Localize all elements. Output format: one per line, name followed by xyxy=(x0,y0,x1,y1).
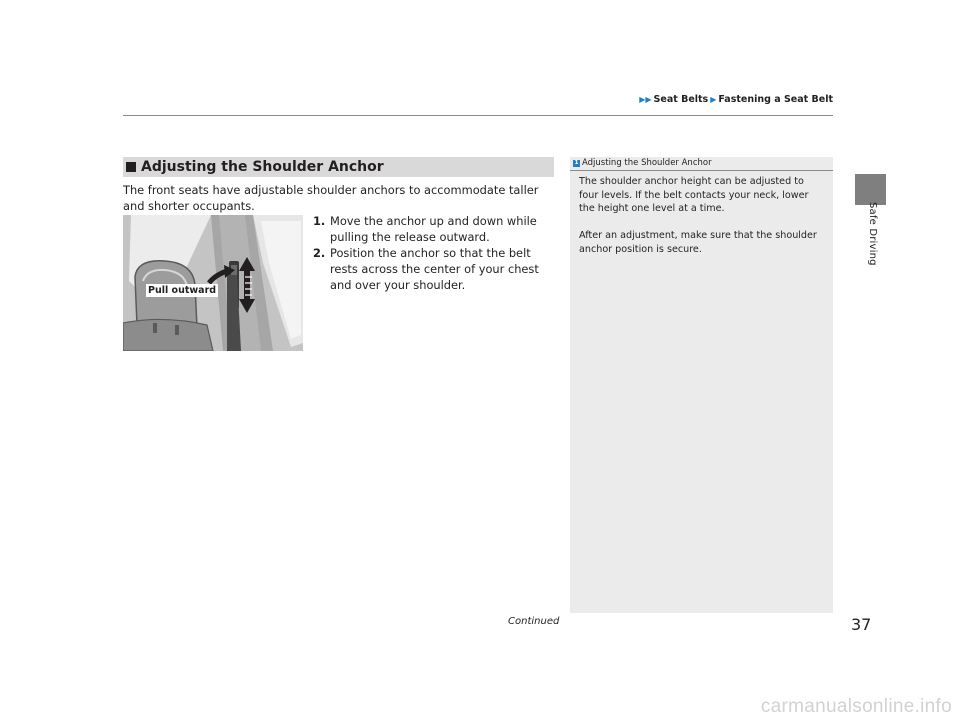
step-number: 1. xyxy=(313,214,326,228)
step-number: 2. xyxy=(313,246,326,260)
breadcrumb-arrow-icon: ▶ xyxy=(710,95,717,104)
sidebar-title xyxy=(570,157,833,171)
sidebar-title-text[interactable]: Adjusting the Shoulder Anchor xyxy=(582,158,712,168)
continued-label: Continued xyxy=(508,616,560,627)
reference-icon: 1 xyxy=(574,160,579,166)
reference-sidebar xyxy=(570,157,833,613)
chapter-tab-marker xyxy=(855,174,886,205)
section-title: Adjusting the Shoulder Anchor xyxy=(141,159,384,175)
breadcrumb xyxy=(639,94,833,105)
step-item xyxy=(313,245,553,293)
heading-square-icon xyxy=(126,162,136,172)
intro-paragraph: The front seats have adjustable shoulder anchors to accommodate taller and shorter occupants. xyxy=(123,183,539,213)
step-text: Move the anchor up and down while pulling the release outward. xyxy=(330,214,537,244)
shoulder-anchor-drawing xyxy=(123,215,303,351)
section-heading xyxy=(123,157,554,177)
step-item xyxy=(313,213,553,245)
pull-outward-callout: Pull outward xyxy=(148,285,217,296)
sidebar-paragraph: After an adjustment, make sure that the shoulder anchor position is secure. xyxy=(579,230,817,255)
header-divider xyxy=(123,115,833,116)
page-number: 37 xyxy=(851,615,872,634)
sidebar-paragraph: The shoulder anchor height can be adjusted to four levels. If the belt contacts your neck, lower the height one level at a time. xyxy=(579,176,809,214)
breadcrumb-arrow-icon: ▶▶ xyxy=(639,95,652,104)
shoulder-anchor-illustration xyxy=(123,215,303,351)
steps-list xyxy=(313,213,553,293)
chapter-tab-label[interactable]: Safe Driving xyxy=(867,202,878,266)
watermark: carmanualsonline.info xyxy=(760,696,952,717)
step-text: Position the anchor so that the belt rests across the center of your chest and over your shoulder. xyxy=(330,246,539,292)
breadcrumb-item-seat-belts[interactable]: Seat Belts xyxy=(653,94,709,105)
breadcrumb-item-fastening[interactable]: Fastening a Seat Belt xyxy=(718,94,833,105)
